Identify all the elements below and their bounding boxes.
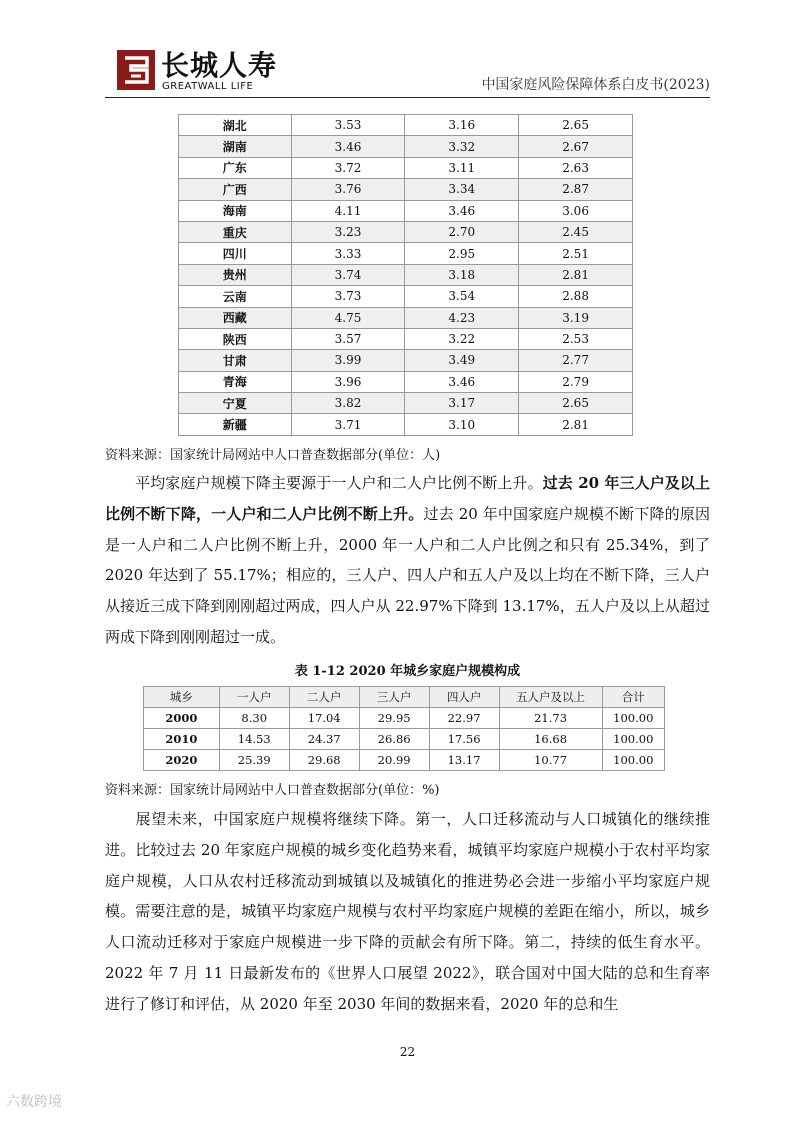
value-cell: 3.99 — [291, 350, 405, 371]
value-cell: 3.11 — [405, 157, 519, 178]
value-cell: 3.71 — [291, 414, 405, 435]
value-cell: 4.11 — [291, 200, 405, 221]
header-divider — [105, 97, 710, 98]
province-name: 陕西 — [179, 328, 292, 349]
value-cell: 2.65 — [519, 393, 633, 414]
value-cell: 17.04 — [289, 708, 359, 729]
column-header: 二人户 — [289, 687, 359, 708]
value-cell: 3.76 — [291, 179, 405, 200]
province-name: 青海 — [179, 371, 292, 392]
value-cell: 100.00 — [602, 729, 664, 750]
table-row — [179, 414, 633, 435]
value-cell: 2.51 — [519, 243, 633, 264]
value-cell: 3.57 — [291, 328, 405, 349]
table1-source-note: 资料来源：国家统计局网站中人口普查数据部分(单位：人) — [105, 448, 441, 463]
value-cell: 25.39 — [219, 750, 289, 771]
table-row — [179, 157, 633, 178]
value-cell: 3.32 — [405, 136, 519, 157]
table-row — [179, 136, 633, 157]
province-name: 海南 — [179, 200, 292, 221]
value-cell: 3.46 — [291, 136, 405, 157]
value-cell: 2.77 — [519, 350, 633, 371]
province-name: 广西 — [179, 179, 292, 200]
value-cell: 3.19 — [519, 307, 633, 328]
value-cell: 2.65 — [519, 115, 633, 136]
para2-text: 展望未来，中国家庭户规模将继续下降。第一，人口迁移流动与人口城镇化的继续推进。比较过去 20 年家庭户规模的城乡变化趋势来看，城镇平均家庭户规模小于农村平均家庭户规模，人口从农村迁移流动到城镇以及城镇化的推进势必会进一步缩小平均家庭户规模。需要注意的是，城镇平均家庭户规模与农村平均家庭户规模的差距在缩小，所以，城乡人口流动迁移对于家庭户规模进一步下降的贡献会有所下降。第二，持续的低生育水平。2022 年 7 月 11 日最新发布的《世界人口展望 2022》，联合国对中国大陆的总和生育率进行了修订和评估，从 2020 年至 2030 年间的数据来看，2020 年的总和生 — [105, 810, 710, 1013]
document-title: 中国家庭风险保障体系白皮书(2023) — [481, 77, 710, 93]
value-cell: 2.45 — [519, 221, 633, 242]
table-row — [179, 179, 633, 200]
value-cell: 3.10 — [405, 414, 519, 435]
value-cell: 13.17 — [429, 750, 499, 771]
column-header: 合计 — [602, 687, 664, 708]
column-header: 城乡 — [144, 687, 220, 708]
column-header: 一人户 — [219, 687, 289, 708]
province-name: 甘肃 — [179, 350, 292, 371]
value-cell: 16.68 — [499, 729, 602, 750]
value-cell: 3.74 — [291, 264, 405, 285]
table-row — [179, 286, 633, 307]
value-cell: 3.72 — [291, 157, 405, 178]
logo-english-name: GREATWALL LIFE — [162, 81, 254, 92]
province-name: 新疆 — [179, 414, 292, 435]
province-name: 西藏 — [179, 307, 292, 328]
value-cell: 3.16 — [405, 115, 519, 136]
value-cell: 100.00 — [602, 750, 664, 771]
value-cell: 4.23 — [405, 307, 519, 328]
value-cell: 26.86 — [359, 729, 429, 750]
para1-sentence-1: 平均家庭户规模下降主要源于一人户和二人户比例不断上升。 — [135, 474, 543, 492]
value-cell: 3.17 — [405, 393, 519, 414]
province-name: 重庆 — [179, 221, 292, 242]
value-cell: 3.54 — [405, 286, 519, 307]
value-cell: 17.56 — [429, 729, 499, 750]
urban-rural-household-structure-table — [143, 686, 665, 771]
province-name: 湖北 — [179, 115, 292, 136]
value-cell: 21.73 — [499, 708, 602, 729]
province-name: 湖南 — [179, 136, 292, 157]
value-cell: 2.67 — [519, 136, 633, 157]
table-row — [179, 307, 633, 328]
province-name: 四川 — [179, 243, 292, 264]
table-row — [179, 371, 633, 392]
table-row — [179, 264, 633, 285]
province-name: 广东 — [179, 157, 292, 178]
year-cell: 2000 — [144, 708, 220, 729]
value-cell: 3.22 — [405, 328, 519, 349]
value-cell: 2.88 — [519, 286, 633, 307]
value-cell: 8.30 — [219, 708, 289, 729]
value-cell: 3.23 — [291, 221, 405, 242]
year-cell: 2010 — [144, 729, 220, 750]
logo-chinese-name: 长城人寿 — [161, 49, 278, 82]
table-row — [179, 200, 633, 221]
page-number: 22 — [399, 1045, 416, 1059]
value-cell: 3.18 — [405, 264, 519, 285]
value-cell: 3.46 — [405, 371, 519, 392]
value-cell: 100.00 — [602, 708, 664, 729]
value-cell: 2.81 — [519, 264, 633, 285]
company-logo-icon — [117, 50, 155, 90]
value-cell: 4.75 — [291, 307, 405, 328]
paragraph-outlook — [105, 804, 710, 1020]
table-row — [179, 115, 633, 136]
column-header: 五人户及以上 — [499, 687, 602, 708]
value-cell: 29.68 — [289, 750, 359, 771]
value-cell: 3.34 — [405, 179, 519, 200]
value-cell: 3.73 — [291, 286, 405, 307]
table-row — [144, 750, 665, 771]
table-row — [179, 221, 633, 242]
column-header: 三人户 — [359, 687, 429, 708]
value-cell: 29.95 — [359, 708, 429, 729]
table-row — [179, 243, 633, 264]
table-row — [179, 328, 633, 349]
column-header: 四人户 — [429, 687, 499, 708]
year-cell: 2020 — [144, 750, 220, 771]
table-row — [144, 708, 665, 729]
province-household-size-table — [178, 114, 633, 436]
table2-source-note: 资料来源：国家统计局网站中人口普查数据部分(单位：%) — [105, 783, 440, 798]
value-cell: 3.53 — [291, 115, 405, 136]
value-cell: 3.96 — [291, 371, 405, 392]
value-cell: 2.81 — [519, 414, 633, 435]
value-cell: 2.63 — [519, 157, 633, 178]
value-cell: 3.49 — [405, 350, 519, 371]
value-cell: 22.97 — [429, 708, 499, 729]
value-cell: 3.82 — [291, 393, 405, 414]
paragraph-household-decline — [105, 468, 710, 653]
value-cell: 3.33 — [291, 243, 405, 264]
para1-sentence-3: 过去 20 年中国家庭户规模不断下降的原因是一人户和二人户比例不断上升，2000 年一人户和二人户比例之和只有 25.34%，到了 2020 年达到了 55.17%；相应的，三人户、四人户和五人户及以上均在不断下降，三人户从接近三成下降到刚刚超过两成，四人户从 22.97%下降到 13.17%，五人户及以上从超过两成下降到刚刚超过一成。 — [105, 504, 710, 646]
para1-bold-sentence: 过去 20 年三人户及以上比例不断下降，一人户和二人户比例不断上升。 — [105, 474, 710, 523]
value-cell: 20.99 — [359, 750, 429, 771]
value-cell: 24.37 — [289, 729, 359, 750]
value-cell: 3.46 — [405, 200, 519, 221]
watermark: 六数跨境 — [6, 1094, 62, 1110]
value-cell: 14.53 — [219, 729, 289, 750]
value-cell: 2.70 — [405, 221, 519, 242]
value-cell: 2.53 — [519, 328, 633, 349]
value-cell: 2.95 — [405, 243, 519, 264]
value-cell: 2.87 — [519, 179, 633, 200]
value-cell: 10.77 — [499, 750, 602, 771]
table-row — [144, 729, 665, 750]
table-row — [179, 350, 633, 371]
table-row — [179, 393, 633, 414]
table2-caption: 表 1-12 2020 年城乡家庭户规模构成 — [294, 664, 521, 679]
province-name: 贵州 — [179, 264, 292, 285]
province-name: 宁夏 — [179, 393, 292, 414]
province-name: 云南 — [179, 286, 292, 307]
value-cell: 2.79 — [519, 371, 633, 392]
page-header — [105, 50, 710, 96]
value-cell: 3.06 — [519, 200, 633, 221]
